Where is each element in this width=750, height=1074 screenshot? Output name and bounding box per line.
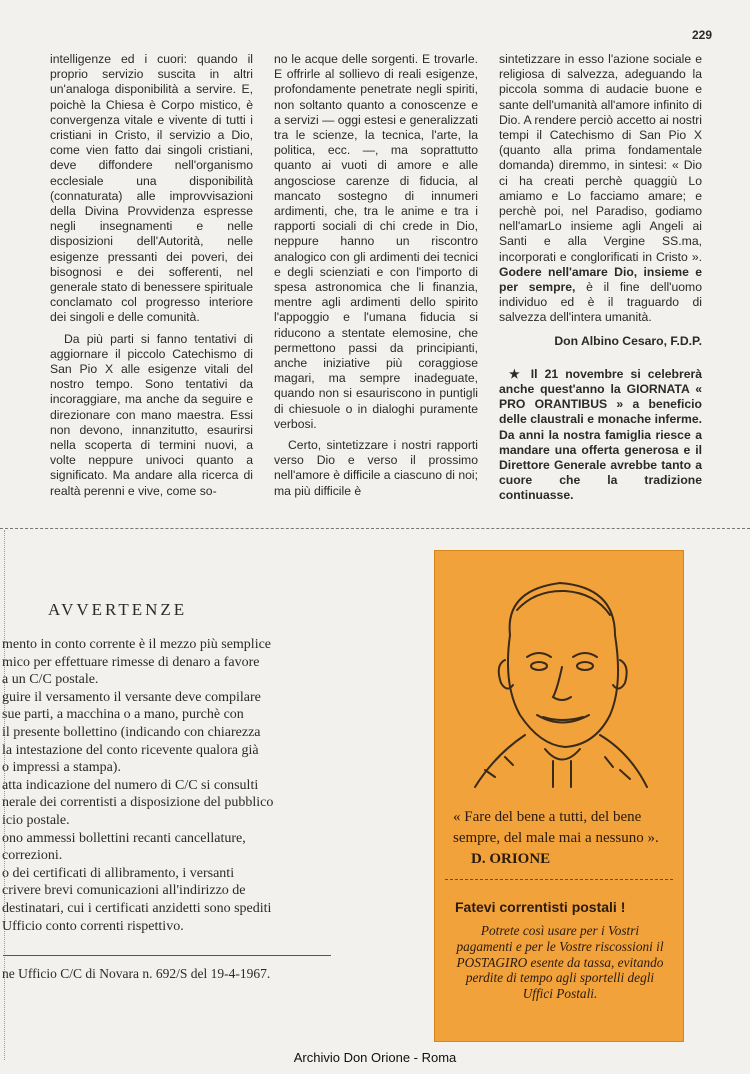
orione-quote [453,807,673,870]
quote-author: D. ORIONE [471,851,551,867]
avvertenze-line: mico per effettuare rimesse di denaro a favore [2,654,260,670]
article-column-2 [274,52,478,505]
avvertenze-title: AVVERTENZE [48,600,188,619]
pro-orantibus-notice: ★ Il 21 novembre si celebrerà anche quest'anno la GIORNATA « PRO ORANTIBUS » a beneficio delle claustrali e monache inferme. Da anni la nostra famiglia riesce a mandare una offerta generosa e il Direttore Generale avrebbe tanto a cuore che la tradizione continuasse. [499,366,702,503]
article-column-1 [50,52,253,505]
orione-postagiro-ad [434,550,684,1042]
paragraph-text: sintetizzare in esso l'azione sociale e religiosa di salvezza, adeguando la piccola somma di audacie buone e sante dell'umanità all'amore infinito di Dio. A rendere perciò accetto ai nostri tempi il Catechismo di San Pio X (quanto alla prima fondamentale domanda) diremmo, in sintesi: « Dio ci ha creati perchè quaggiù Lo amiamo e Lo facciamo amare; e perchè poi, nel Paradiso, godiamo nell'amarLo insieme agli Angeli ai Santi e alla Vergine SS.ma, incorporati e conglorificati in Cristo ». [499,52,702,264]
avvertenze-line: icio postale. [2,812,70,828]
avvertenze-line: mento in conto corrente è il mezzo più semplice [2,637,272,652]
avvertenze-separator [3,955,331,956]
section-divider [0,528,750,529]
don-orione-portrait-icon [465,565,655,790]
avvertenze-line: sue parti, a macchina o a mano, purchè con [2,707,244,723]
paragraph: intelligenze ed i cuori: quando il proprio servizio suscita in altri un'analoga disponibilità a servire. E, poichè la Chiesa è Corpo mistico, è convergenza vitale e vivente di tutti i cristiani in Cristo, il servizio a Dio, come vien fatto dai singoli cristiani, deve diffondere nell'organismo ecclesiale una disponibilità (connaturata) alle improvvisazioni della Divina Provvidenza espresse negli insegnamenti e nelle disposizioni dell'Autorità, nelle esigenze pressanti dei poveri, dei bisognosi e dei sofferenti, nel generale stato di benessere spirituale conclamato col progresso interiore dei singoli e delle comunità. [50,52,253,325]
paragraph [499,52,702,326]
paragraph: Da più parti si fanno tentativi di aggiornare il piccolo Catechismo di San Pio X alle esigenze vitali del nostro tempo. Sono tentativi da incoraggiare, ma anche da seguire e direzionare con mano maestra. Essi non devono, innanzitutto, esaurirsi nella scoperta di termini nuovi, a volte neppure univoci quanto a significato. Ma andare alla ricerca di realtà perenni e vive, come so- [50,331,253,498]
avvertenze-line: crivere brevi comunicazioni all'indirizzo de [2,883,246,899]
avvertenze-line: il presente bollettino (indicando con chiarezza [2,724,261,740]
avvertenze-line: atta indicazione del numero di C/C si consulti [2,777,259,793]
avvertenze-line: destinatari, cui i certificati anzidetti sono spediti [2,900,272,916]
archive-watermark: Archivio Don Orione - Roma [293,1050,457,1065]
avvertenze-line: correzioni. [2,848,63,864]
ad-heading: Fatevi correntisti postali ! [455,899,626,915]
avvertenze-line: a un C/C postale. [2,672,99,688]
avvertenze-footer: ne Ufficio C/C di Novara n. 692/S del 19-4-1967. [2,966,271,981]
article-column-3 [499,52,702,510]
quote-text: « Fare del bene a tutti, del bene sempre, del male mai a nessuno ». [453,809,659,846]
avvertenze-line: guire il versamento il versante deve compilare [2,689,261,705]
page-number: 229 [691,28,712,42]
author-signature: Don Albino Cesaro, F.D.P. [554,333,702,348]
avvertenze-line: o dei certificati di allibramento, i versanti [2,865,235,881]
avvertenze-line: o impressi a stampa). [2,760,121,776]
ad-body: Potrete così usare per i Vostri pagamenti e per le Vostre riscossioni il POSTAGIRO esente da tassa, evitando perdite di tempo agli sportelli degli Uffici Postali. [456,923,664,1002]
avvertenze-line: nerale dei correntisti a disposizione del pubblico [2,795,274,811]
paragraph: no le acque delle sorgenti. E trovarle. E offrirle al sollievo di reali esigenze, profondamente penetrate negli spiriti, non soltanto quanto a conoscenze e a servizi — oggi estesi e generalizzati tra le scienze, la tecnica, l'arte, la politica, ecc. —, ma soprattutto quanto ai vuoti di amore e alle angosciose carenze di fiducia, al mancato sostegno di innumeri ardimenti, che, tra le anime e tra i rapporti sociali di chi crede in Dio, neppure hanno un riscontro analogico con gli ardimenti dei tecnici e degli scienziati e con l'importo di spesa astronomica che li finanzia, mentre agli ardimenti dello spirito l'appoggio e l'umana fiducia si riducono a stentate elemosine, che permettono passi da principianti, anche iniziative più coraggiose magari, ma sempre inadeguate, quando non si esauriscono in puntigli di chiesuole o in dialoghi puramente verbosi. [274,52,478,431]
avvertenze-line: ono ammessi bollettini recanti cancellature, [2,830,246,846]
ad-divider [445,879,673,880]
paragraph-text-end: è il fine dell'uomo individuo ed è il traguardo di salvezza dell'intera umanità. [499,280,702,325]
paragraph: Certo, sintetizzare i nostri rapporti verso Dio e verso il prossimo nell'amore è difficile a ciascuno di noi; ma più difficile è [274,438,478,498]
avvertenze-list [2,636,332,935]
avvertenze-line: Ufficio conto correnti rispettivo. [2,918,184,934]
avvertenze-line: la intestazione del conto ricevente qualora già [2,742,259,758]
emphasis-text: Godere nell'amare Dio, insieme e per sempre, [499,264,702,295]
